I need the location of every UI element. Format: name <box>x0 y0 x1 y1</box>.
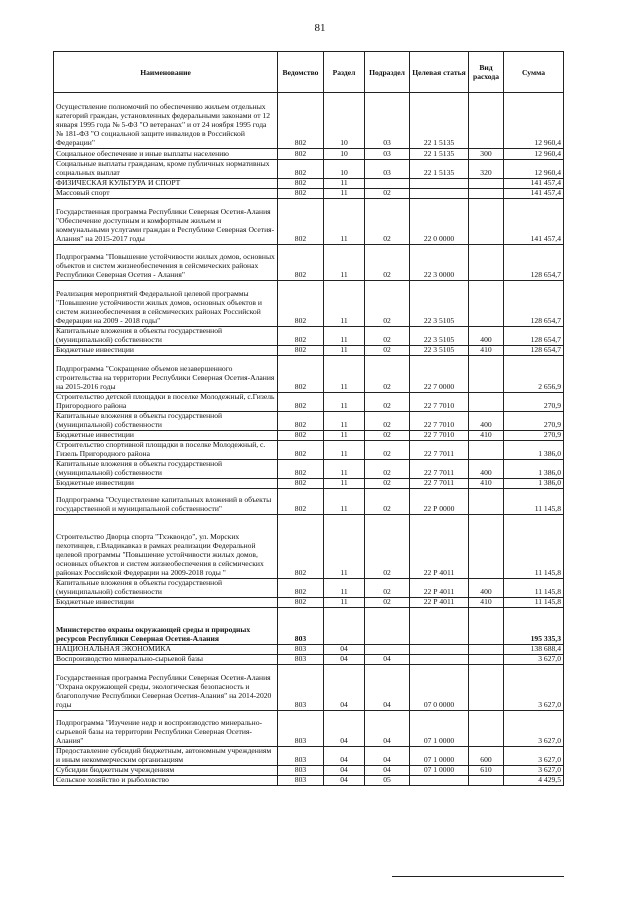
cell-vid: 320 <box>469 160 504 179</box>
cell-name: Осуществление полномочий по обеспечению жильем отдельных категорий граждан, установленных федеральными законами от 12 января 1995 года № 5-ФЗ "О ветеранах" и от 24 ноября 1995 года № 181-ФЗ "О социальной защите инвалидов в Российской Федерации" <box>54 93 278 149</box>
cell-razdel: 11 <box>324 281 365 327</box>
cell-razdel: 11 <box>324 346 365 356</box>
cell-podrazdel: 02 <box>365 346 410 356</box>
table-row <box>54 776 564 786</box>
cell-sum: 4 429,5 <box>504 776 564 786</box>
cell-target: 07 1 0000 <box>410 711 469 747</box>
cell-podrazdel: 02 <box>365 598 410 608</box>
cell-vedomstvo: 802 <box>278 327 324 346</box>
cell-name: Бюджетные инвестиции <box>54 598 278 608</box>
cell-name: Государственная программа Республики Северная Осетия-Алания "Обеспечение доступным и комфортным жильем и коммунальными услугами граждан в Республике Северная Осетия-Алания" на 2015-2017 годы <box>54 199 278 245</box>
cell-razdel: 11 <box>324 393 365 412</box>
page-bottom-rule <box>392 876 564 877</box>
cell-target: 22 7 7010 <box>410 431 469 441</box>
cell-sum: 11 145,8 <box>504 489 564 515</box>
cell-vid: 410 <box>469 598 504 608</box>
table-header-row <box>54 52 564 93</box>
cell-name: Бюджетные инвестиции <box>54 479 278 489</box>
cell-sum: 1 386,0 <box>504 460 564 479</box>
cell-name: Реализация мероприятий Федеральной целевой программы "Повышение устойчивости жилых домов, основных объектов и систем жизнеобеспечения в сейсмических районах Российской Федерации на 2009 - 2018 годы" <box>54 281 278 327</box>
cell-vid: 300 <box>469 149 504 160</box>
header-razdel: Раздел <box>324 52 365 93</box>
cell-razdel: 11 <box>324 179 365 189</box>
cell-razdel: 11 <box>324 460 365 479</box>
cell-vedomstvo: 802 <box>278 479 324 489</box>
cell-vedomstvo: 802 <box>278 412 324 431</box>
cell-sum: 3 627,0 <box>504 711 564 747</box>
cell-razdel: 11 <box>324 327 365 346</box>
cell-vedomstvo: 803 <box>278 766 324 776</box>
budget-table <box>53 51 564 786</box>
cell-target: 07 0 0000 <box>410 665 469 711</box>
cell-vedomstvo: 803 <box>278 665 324 711</box>
cell-vid <box>469 489 504 515</box>
cell-name: НАЦИОНАЛЬНАЯ ЭКОНОМИКА <box>54 645 278 655</box>
cell-podrazdel <box>365 645 410 655</box>
cell-razdel: 10 <box>324 149 365 160</box>
cell-razdel: 10 <box>324 160 365 179</box>
cell-vid <box>469 441 504 460</box>
cell-sum: 141 457,4 <box>504 189 564 199</box>
cell-vedomstvo: 802 <box>278 281 324 327</box>
cell-vid <box>469 245 504 281</box>
cell-sum: 195 335,3 <box>504 608 564 645</box>
cell-sum: 128 654,7 <box>504 327 564 346</box>
cell-podrazdel: 03 <box>365 160 410 179</box>
cell-name: Строительство спортивной площадки в поселке Молодежный, с. Гизель Пригородного района <box>54 441 278 460</box>
cell-vid <box>469 393 504 412</box>
cell-razdel: 04 <box>324 776 365 786</box>
cell-podrazdel: 04 <box>365 747 410 766</box>
cell-target: 07 1 0000 <box>410 766 469 776</box>
cell-name: Подпрограмма "Сокращение объемов незавершенного строительства на территории Республики Северная Осетия-Алания на 2015-2016 годы <box>54 356 278 393</box>
cell-vid: 400 <box>469 327 504 346</box>
cell-target: 22 7 0000 <box>410 356 469 393</box>
table-row <box>54 281 564 327</box>
cell-name: Воспроизводство минерально-сырьевой базы <box>54 655 278 665</box>
cell-podrazdel: 03 <box>365 149 410 160</box>
cell-vedomstvo: 803 <box>278 655 324 665</box>
cell-vid <box>469 645 504 655</box>
cell-vid: 400 <box>469 579 504 598</box>
table-row <box>54 199 564 245</box>
cell-name: Строительство Дворца спорта "Тхэквондо", ул. Морских пехотинцев, г.Владикавказ в рамках реализации Федеральной целевой программы "Повышение устойчивости жилых домов, основных объектов и систем жизнеобеспечения в сейсмических районах Российской Федерации на 2009-2018 годы " <box>54 515 278 579</box>
cell-vedomstvo: 802 <box>278 598 324 608</box>
table-row <box>54 441 564 460</box>
cell-target <box>410 608 469 645</box>
table-row <box>54 356 564 393</box>
cell-razdel: 11 <box>324 199 365 245</box>
cell-podrazdel: 02 <box>365 515 410 579</box>
cell-target: 22 1 5135 <box>410 160 469 179</box>
cell-target: 22 7 7011 <box>410 479 469 489</box>
cell-podrazdel: 02 <box>365 489 410 515</box>
cell-podrazdel: 02 <box>365 245 410 281</box>
cell-name: Сельское хозяйство и рыболовство <box>54 776 278 786</box>
cell-name: Субсидии бюджетным учреждениям <box>54 766 278 776</box>
cell-sum: 12 960,4 <box>504 160 564 179</box>
cell-name: Строительство детской площадки в поселке Молодежный, с.Гизель Пригородного района <box>54 393 278 412</box>
cell-target: 22 1 5135 <box>410 149 469 160</box>
cell-name: Подпрограмма "Осуществление капитальных вложений в объекты государственной и муниципальной собственности" <box>54 489 278 515</box>
cell-name: Бюджетные инвестиции <box>54 346 278 356</box>
cell-vid <box>469 776 504 786</box>
cell-sum: 2 656,9 <box>504 356 564 393</box>
cell-sum: 3 627,0 <box>504 747 564 766</box>
cell-vid <box>469 356 504 393</box>
cell-vedomstvo: 802 <box>278 93 324 149</box>
cell-target: 22 Р 4011 <box>410 598 469 608</box>
cell-target: 22 Р 4011 <box>410 579 469 598</box>
table-row <box>54 327 564 346</box>
cell-podrazdel: 02 <box>365 479 410 489</box>
cell-name: Социальные выплаты гражданам, кроме публичных нормативных социальных выплат <box>54 160 278 179</box>
cell-podrazdel: 02 <box>365 431 410 441</box>
cell-target: 22 3 5105 <box>410 327 469 346</box>
table-row <box>54 245 564 281</box>
cell-vid <box>469 515 504 579</box>
cell-vid <box>469 281 504 327</box>
cell-vid: 610 <box>469 766 504 776</box>
cell-target <box>410 645 469 655</box>
cell-vid: 600 <box>469 747 504 766</box>
cell-podrazdel: 02 <box>365 199 410 245</box>
cell-name: Подпрограмма "Изучение недр и воспроизводство минерально-сырьевой базы на территории Республики Северная Осетия-Алания" <box>54 711 278 747</box>
cell-vedomstvo: 803 <box>278 711 324 747</box>
cell-name: Капитальные вложения в объекты государственной (муниципальной) собственности <box>54 412 278 431</box>
cell-podrazdel: 04 <box>365 711 410 747</box>
cell-vedomstvo: 803 <box>278 608 324 645</box>
cell-name: Массовый спорт <box>54 189 278 199</box>
cell-vedomstvo: 802 <box>278 431 324 441</box>
cell-name: Подпрограмма "Повышение устойчивости жилых домов, основных объектов и систем жизнеобеспечения в сейсмических районах Республики Северная Осетия - Алания" <box>54 245 278 281</box>
cell-podrazdel: 02 <box>365 412 410 431</box>
cell-vedomstvo: 802 <box>278 579 324 598</box>
cell-sum: 3 627,0 <box>504 655 564 665</box>
cell-target: 22 Р 0000 <box>410 489 469 515</box>
table-row <box>54 479 564 489</box>
cell-target <box>410 189 469 199</box>
cell-vid <box>469 711 504 747</box>
cell-name: ФИЗИЧЕСКАЯ КУЛЬТУРА И СПОРТ <box>54 179 278 189</box>
cell-razdel: 11 <box>324 356 365 393</box>
cell-vedomstvo: 802 <box>278 199 324 245</box>
cell-sum: 1 386,0 <box>504 441 564 460</box>
cell-razdel: 04 <box>324 711 365 747</box>
table-row <box>54 766 564 776</box>
cell-podrazdel: 04 <box>365 655 410 665</box>
cell-name: Социальное обеспечение и иные выплаты населению <box>54 149 278 160</box>
table-row <box>54 160 564 179</box>
table-row <box>54 655 564 665</box>
cell-sum: 1 386,0 <box>504 479 564 489</box>
cell-sum: 138 688,4 <box>504 645 564 655</box>
table-row <box>54 665 564 711</box>
cell-vid <box>469 665 504 711</box>
cell-razdel: 11 <box>324 489 365 515</box>
cell-vedomstvo: 802 <box>278 489 324 515</box>
cell-sum: 128 654,7 <box>504 245 564 281</box>
cell-sum: 141 457,4 <box>504 179 564 189</box>
cell-vedomstvo: 803 <box>278 776 324 786</box>
cell-razdel: 04 <box>324 665 365 711</box>
cell-vid: 410 <box>469 479 504 489</box>
cell-sum: 12 960,4 <box>504 93 564 149</box>
cell-podrazdel: 02 <box>365 441 410 460</box>
header-podrazdel: Подраздел <box>365 52 410 93</box>
table-row <box>54 179 564 189</box>
cell-vid: 400 <box>469 412 504 431</box>
page-number: 81 <box>314 22 326 34</box>
cell-razdel: 11 <box>324 441 365 460</box>
cell-razdel: 04 <box>324 655 365 665</box>
cell-podrazdel: 02 <box>365 189 410 199</box>
cell-name: Государственная программа Республики Северная Осетия-Алания "Охрана окружающей среды, экологическая безопасность и благополучие Республики Северная Осетия-Алания" на 2014-2020 годы <box>54 665 278 711</box>
cell-sum: 141 457,4 <box>504 199 564 245</box>
cell-sum: 128 654,7 <box>504 281 564 327</box>
header-vedomstvo: Ведомство <box>278 52 324 93</box>
cell-razdel: 11 <box>324 579 365 598</box>
cell-razdel: 04 <box>324 645 365 655</box>
cell-sum: 12 960,4 <box>504 149 564 160</box>
cell-name: Капитальные вложения в объекты государственной (муниципальной) собственности <box>54 579 278 598</box>
cell-vid <box>469 179 504 189</box>
cell-vedomstvo: 802 <box>278 149 324 160</box>
table-row <box>54 515 564 579</box>
cell-podrazdel: 02 <box>365 281 410 327</box>
cell-name: Капитальные вложения в объекты государственной (муниципальной) собственности <box>54 327 278 346</box>
table-row <box>54 489 564 515</box>
cell-name: Капитальные вложения в объекты государственной (муниципальной) собственности <box>54 460 278 479</box>
table-row <box>54 460 564 479</box>
cell-name: Бюджетные инвестиции <box>54 431 278 441</box>
cell-vid <box>469 93 504 149</box>
cell-name: Предоставление субсидий бюджетным, автономным учреждениям и иным некоммерческим организациям <box>54 747 278 766</box>
cell-podrazdel: 02 <box>365 327 410 346</box>
cell-razdel <box>324 608 365 645</box>
cell-target: 22 0 0000 <box>410 199 469 245</box>
cell-target: 22 7 7011 <box>410 441 469 460</box>
cell-target: 22 1 5135 <box>410 93 469 149</box>
table-row <box>54 598 564 608</box>
cell-sum: 270,9 <box>504 431 564 441</box>
cell-sum: 128 654,7 <box>504 346 564 356</box>
cell-target: 22 3 5105 <box>410 346 469 356</box>
cell-podrazdel: 02 <box>365 460 410 479</box>
cell-vedomstvo: 802 <box>278 160 324 179</box>
cell-sum: 11 145,8 <box>504 515 564 579</box>
cell-vid: 400 <box>469 460 504 479</box>
cell-vedomstvo: 802 <box>278 393 324 412</box>
cell-podrazdel: 02 <box>365 393 410 412</box>
cell-vedomstvo: 802 <box>278 189 324 199</box>
cell-vid: 410 <box>469 346 504 356</box>
header-target: Целевая статья <box>410 52 469 93</box>
cell-target: 22 3 0000 <box>410 245 469 281</box>
cell-sum: 11 145,8 <box>504 579 564 598</box>
table-row <box>54 393 564 412</box>
header-vid: Вид расхода <box>469 52 504 93</box>
table-row <box>54 747 564 766</box>
cell-vid <box>469 655 504 665</box>
cell-razdel: 04 <box>324 766 365 776</box>
cell-sum: 270,9 <box>504 393 564 412</box>
table-row <box>54 608 564 645</box>
cell-razdel: 11 <box>324 245 365 281</box>
cell-vedomstvo: 802 <box>278 245 324 281</box>
cell-target: 22 7 7010 <box>410 393 469 412</box>
cell-podrazdel: 02 <box>365 579 410 598</box>
cell-sum: 3 627,0 <box>504 665 564 711</box>
cell-razdel: 11 <box>324 515 365 579</box>
cell-razdel: 11 <box>324 598 365 608</box>
cell-razdel: 11 <box>324 189 365 199</box>
cell-podrazdel: 04 <box>365 766 410 776</box>
cell-podrazdel: 04 <box>365 665 410 711</box>
cell-target <box>410 655 469 665</box>
cell-sum: 270,9 <box>504 412 564 431</box>
cell-target: 22 3 5105 <box>410 281 469 327</box>
table-row <box>54 149 564 160</box>
cell-sum: 11 145,8 <box>504 598 564 608</box>
cell-vid <box>469 189 504 199</box>
cell-target: 22 7 7010 <box>410 412 469 431</box>
cell-vid <box>469 608 504 645</box>
cell-razdel: 11 <box>324 412 365 431</box>
table-row <box>54 412 564 431</box>
cell-vedomstvo: 802 <box>278 515 324 579</box>
cell-target: 22 Р 4011 <box>410 515 469 579</box>
cell-vedomstvo: 802 <box>278 179 324 189</box>
cell-target: 07 1 0000 <box>410 747 469 766</box>
cell-vedomstvo: 802 <box>278 346 324 356</box>
cell-sum: 3 627,0 <box>504 766 564 776</box>
cell-podrazdel: 05 <box>365 776 410 786</box>
header-name: Наименование <box>54 52 278 93</box>
cell-vedomstvo: 803 <box>278 645 324 655</box>
cell-vid <box>469 199 504 245</box>
table-row <box>54 346 564 356</box>
cell-vedomstvo: 802 <box>278 460 324 479</box>
cell-podrazdel <box>365 608 410 645</box>
table-row <box>54 431 564 441</box>
cell-target <box>410 776 469 786</box>
cell-podrazdel <box>365 179 410 189</box>
cell-vedomstvo: 802 <box>278 441 324 460</box>
cell-razdel: 11 <box>324 479 365 489</box>
table-row <box>54 711 564 747</box>
cell-target <box>410 179 469 189</box>
cell-podrazdel: 02 <box>365 356 410 393</box>
cell-name: Министерство охраны окружающей среды и природных ресурсов Республики Северная Осетия-Алания <box>54 608 278 645</box>
cell-vid: 410 <box>469 431 504 441</box>
cell-vedomstvo: 802 <box>278 356 324 393</box>
cell-vedomstvo: 803 <box>278 747 324 766</box>
header-sum: Сумма <box>504 52 564 93</box>
cell-razdel: 04 <box>324 747 365 766</box>
cell-razdel: 10 <box>324 93 365 149</box>
table-row <box>54 645 564 655</box>
table-row <box>54 93 564 149</box>
cell-target: 22 7 7011 <box>410 460 469 479</box>
cell-podrazdel: 03 <box>365 93 410 149</box>
table-row <box>54 579 564 598</box>
cell-razdel: 11 <box>324 431 365 441</box>
table-row <box>54 189 564 199</box>
